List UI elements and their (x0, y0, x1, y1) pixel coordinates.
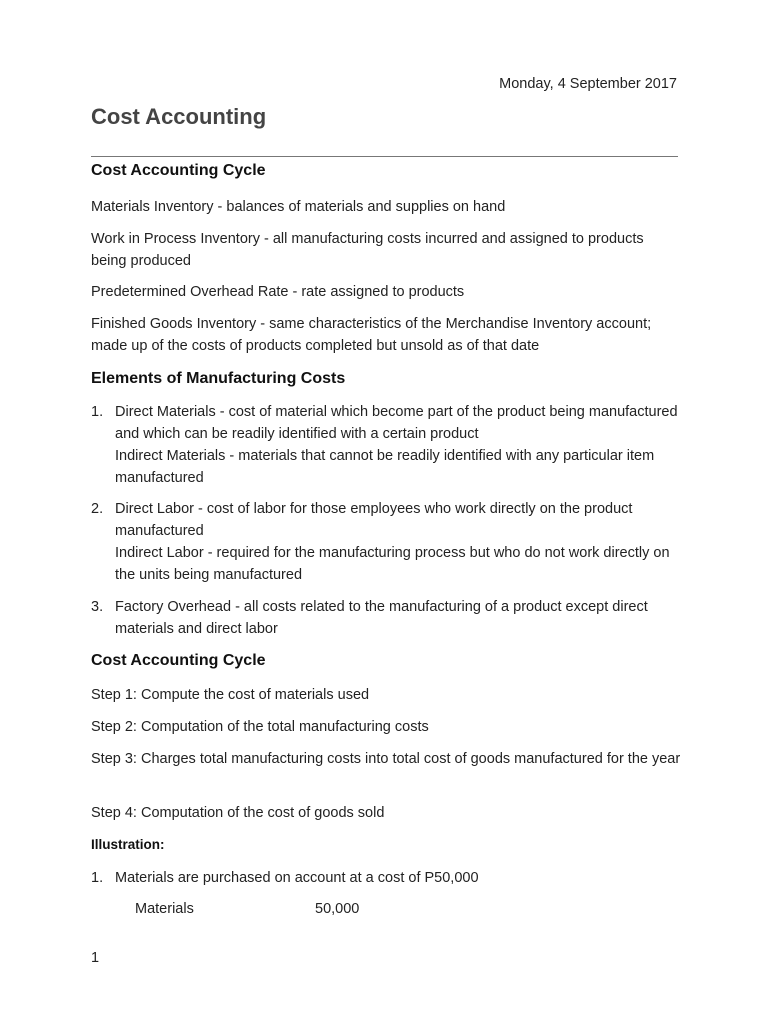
list-item-subtext: Indirect Labor - required for the manufacturing process but who do not work directly on the units being manufactured (115, 545, 670, 583)
step-text: Computation of the cost of goods sold (136, 805, 385, 821)
journal-entry-amount: 50,000 (315, 901, 360, 917)
section-heading-elements: Elements of Manufacturing Costs (91, 370, 346, 387)
list-item-text: Factory Overhead - all costs related to the manufacturing of a product except direct materials and direct labor (115, 599, 648, 637)
list-item-text: Materials are purchased on account at a cost of P50,000 (115, 870, 479, 886)
page-number: 1 (91, 950, 100, 966)
step-1 (91, 684, 681, 706)
step-label: Step 1: (91, 687, 137, 703)
list-item-text: Direct Labor - cost of labor for those employees who work directly on the product manufactured (115, 501, 633, 539)
step-text: Charges total manufacturing costs into total cost of goods manufactured for the year (136, 751, 681, 767)
list-number: 2. (91, 501, 104, 517)
document-date: Monday, 4 September 2017 (499, 76, 677, 92)
step-text: Computation of the total manufacturing costs (136, 719, 429, 735)
paragraph-work-in-process: Work in Process Inventory - all manufacturing costs incurred and assigned to products being produced (91, 231, 644, 269)
list-item (91, 498, 681, 586)
paragraph-materials-inventory: Materials Inventory - balances of materials and supplies on hand (91, 199, 506, 215)
list-item-subtext: Indirect Materials - materials that cannot be readily identified with any particular item manufactured (115, 448, 655, 486)
paragraph-finished-goods: Finished Goods Inventory - same characteristics of the Merchandise Inventory account; made up of the costs of products completed but unsold as of that date (91, 316, 652, 354)
list-item (91, 401, 681, 489)
journal-entry-account: Materials (135, 901, 194, 917)
list-number: 1. (91, 404, 104, 420)
title-divider (91, 156, 678, 157)
document-title: Cost Accounting (91, 104, 267, 129)
step-2 (91, 716, 681, 738)
section-heading-cost-accounting-cycle: Cost Accounting Cycle (91, 162, 266, 179)
list-item (91, 596, 681, 640)
step-label: Step 4: (91, 805, 137, 821)
list-number: 3. (91, 599, 104, 615)
list-item (91, 867, 681, 889)
section-heading-cost-accounting-cycle-2: Cost Accounting Cycle (91, 652, 266, 669)
step-3 (91, 748, 681, 770)
step-label: Step 2: (91, 719, 137, 735)
step-4 (91, 802, 681, 824)
paragraph-overhead-rate: Predetermined Overhead Rate - rate assigned to products (91, 284, 465, 300)
step-text: Compute the cost of materials used (136, 687, 370, 703)
illustration-label: Illustration: (91, 837, 165, 852)
list-number: 1. (91, 870, 104, 886)
step-label: Step 3: (91, 751, 137, 767)
list-item-text: Direct Materials - cost of material which become part of the product being manufactured and which can be readily identified with a certain product (115, 404, 678, 442)
